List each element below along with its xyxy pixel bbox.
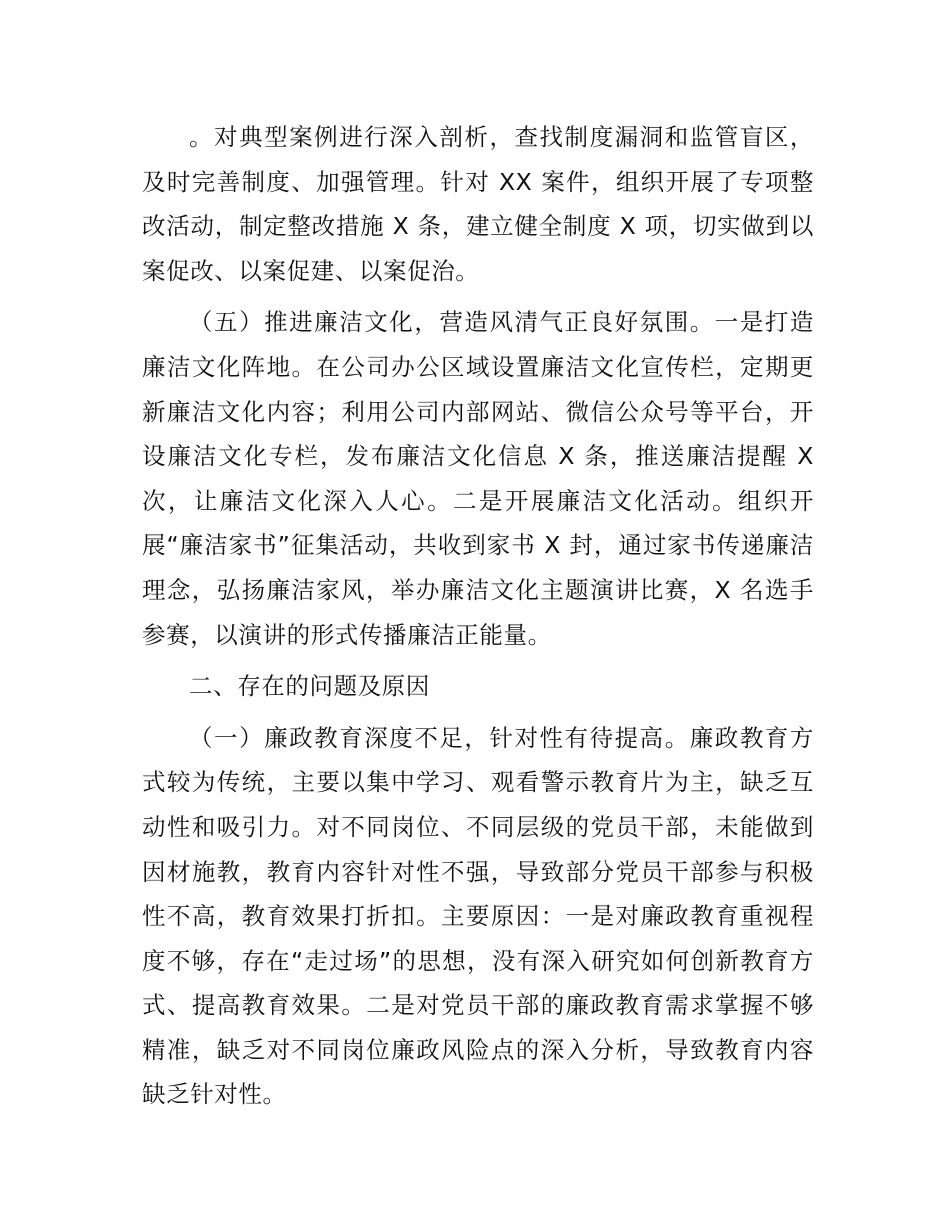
paragraph-education-depth: （一）廉政教育深度不足，针对性有待提高。廉政教育方式较为传统，主要以集中学习、观看警示教育片为主，缺乏互动性和吸引力。对不同岗位、不同层级的党员干部，未能做到因材施教，教育内容针对性不强，导致部分党员干部参与积极性不高，教育效果打折扣。主要原因：一是对廉政教育重视程度不够，存在“走过场”的思想，没有深入研究如何创新教育方式、提高教育效果。二是对党员干部的廉政教育需求掌握不够精准，缺乏对不同岗位廉政风险点的深入分析，导致教育内容缺乏针对性。 (142, 723, 814, 1109)
section-heading-problems: 二、存在的问题及原因 (189, 672, 430, 701)
paragraph-case-analysis: 。对典型案例进行深入剖析，查找制度漏洞和监管盲区，及时完善制度、加强管理。针对 XX 案件，组织开展了专项整改活动，制定整改措施 X 条，建立健全制度 X 项，切实做到以案促改、以案促建、以案促治。 (142, 123, 814, 285)
document-body (142, 115, 814, 1124)
paragraph-integrity-culture: （五）推进廉洁文化，营造风清气正良好氛围。一是打造廉洁文化阵地。在公司办公区域设置廉洁文化宣传栏，定期更新廉洁文化内容；利用公司内部网站、微信公众号等平台，开设廉洁文化专栏，发布廉洁文化信息 X 条，推送廉洁提醒 X 次，让廉洁文化深入人心。二是开展廉洁文化活动。组织开展“廉洁家书”征集活动，共收到家书 X 封，通过家书传递廉洁理念，弘扬廉洁家风，举办廉洁文化主题演讲比赛，X 名选手参赛，以演讲的形式传播廉洁正能量。 (142, 308, 814, 649)
